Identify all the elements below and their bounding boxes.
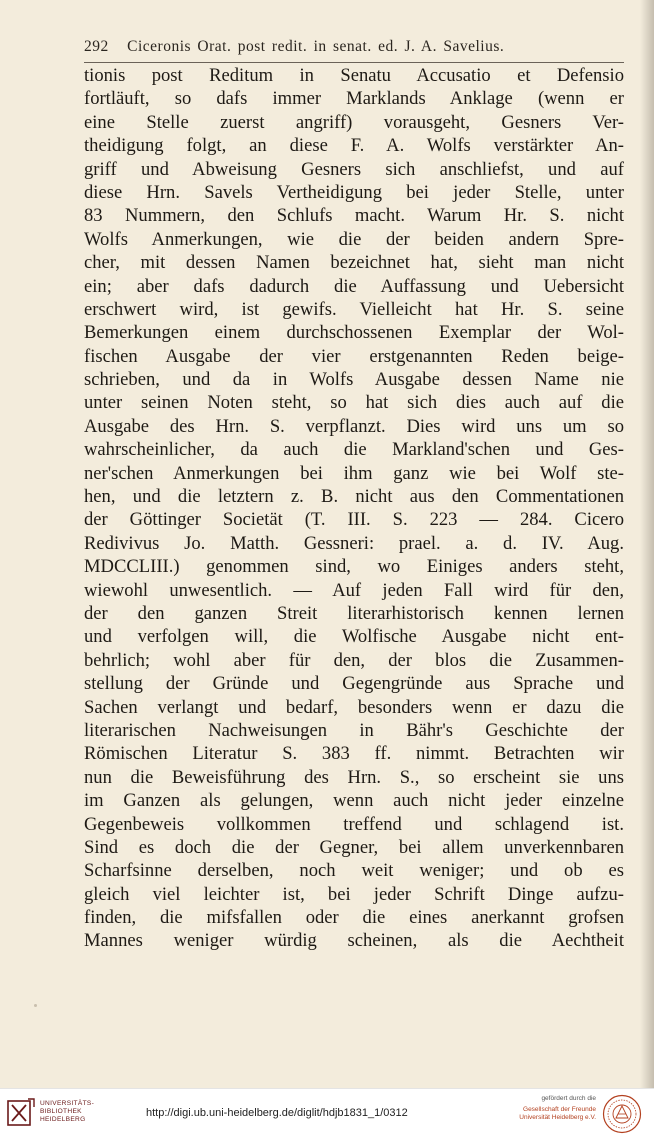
text-line: Sachen verlangt und bedarf, besonders wenn er dazu die	[84, 696, 624, 718]
text-line: im Ganzen als gelungen, wenn auch nicht jeder einzelne	[84, 790, 624, 812]
text-line: hen, und die letztern z. B. nicht aus den Commentationen	[84, 486, 624, 508]
library-name-line: UNIVERSITÄTS-	[40, 1100, 95, 1107]
text-line: Bemerkungen einem durchschossenen Exemplar der Wol-	[84, 322, 624, 344]
text-line: Ausgabe des Hrn. S. verpflanzt. Dies wird uns um so	[84, 415, 624, 437]
text-line: behrlich; wohl aber für den, der blos die Zusammen-	[84, 649, 624, 671]
text-line: stellung der Gründe und Gegengründe aus Sprache und	[84, 673, 624, 695]
running-head	[84, 38, 624, 56]
text-line: unter seinen Noten steht, so hat sich dies auch auf die	[84, 392, 624, 414]
society-seal-icon	[602, 1094, 642, 1134]
society-name-line: Universität Heidelberg e.V.	[519, 1114, 596, 1121]
text-line: der Göttinger Societät (T. III. S. 223 — 284. Cicero	[84, 509, 624, 531]
text-line: theidigung folgt, an diese F. A. Wolfs verstärkter An-	[84, 135, 624, 157]
text-line: Sind es doch die der Gegner, bei allem unverkennbaren	[84, 836, 624, 858]
text-line: literarischen Nachweisungen in Bähr's Geschichte der	[84, 719, 624, 741]
paper-speck	[34, 1004, 37, 1007]
text-line: Mannes weniger würdig scheinen, als die Aechtheit	[84, 930, 624, 952]
running-title: Ciceronis Orat. post redit. in senat. ed. J. A. Savelius.	[127, 38, 505, 55]
text-line: Römischen Literatur S. 383 ff. nimmt. Betrachten wir	[84, 743, 624, 765]
body-text	[84, 64, 624, 953]
library-logo-icon	[6, 1097, 36, 1129]
text-line: wiewohl unwesentlich. — Auf jeden Fall wird für den,	[84, 579, 624, 601]
text-line: MDCCLIII.) genommen sind, wo Einiges anders steht,	[84, 556, 624, 578]
viewer-footer	[0, 1088, 654, 1138]
text-line: nun die Beweisführung des Hrn. S., so erscheint sie uns	[84, 766, 624, 788]
text-line: erschwert wird, ist gewifs. Vielleicht hat Hr. S. seine	[84, 298, 624, 320]
text-line: Gegenbeweis vollkommen treffend und schlagend ist.	[84, 813, 624, 835]
text-line: 83 Nummern, den Schlufs macht. Warum Hr. S. nicht	[84, 205, 624, 227]
funding-label: gefördert durch die	[541, 1095, 596, 1102]
text-line: schrieben, und da in Wolfs Ausgabe dessen Name nie	[84, 369, 624, 391]
text-line: Scharfsinne derselben, noch weit weniger; und ob es	[84, 860, 624, 882]
library-name-line: BIBLIOTHEK	[40, 1108, 82, 1115]
text-line: ein; aber dafs dadurch die Auffassung und Uebersicht	[84, 275, 624, 297]
header-rule	[84, 62, 624, 63]
text-line: ner'schen Anmerkungen bei ihm ganz wie bei Wolf ste-	[84, 462, 624, 484]
text-line: Wolfs Anmerkungen, wie die der beiden andern Spre-	[84, 228, 624, 250]
text-line: wahrscheinlicher, da auch die Markland'schen und Ges-	[84, 439, 624, 461]
text-line: diese Hrn. Savels Vertheidigung bei jeder Stelle, unter	[84, 181, 624, 203]
page-number: 292	[84, 38, 109, 55]
text-line: finden, die mifsfallen oder die eines anerkannt grofsen	[84, 907, 624, 929]
text-line: tionis post Reditum in Senatu Accusatio et Defensio	[84, 65, 624, 86]
text-line: cher, mit dessen Namen bezeichnet hat, sieht man nicht	[84, 252, 624, 274]
text-line: fortläuft, so dafs immer Marklands Anklage (wenn er	[84, 88, 624, 110]
text-line: fischen Ausgabe der vier erstgenannten Reden beige-	[84, 345, 624, 367]
text-line: gleich viel leichter ist, bei jeder Schrift Dinge aufzu-	[84, 883, 624, 905]
text-line: der den ganzen Streit literarhistorisch kennen lernen	[84, 602, 624, 624]
text-line: eine Stelle zuerst angriff) vorausgeht, Gesners Ver-	[84, 111, 624, 133]
permalink-url[interactable]: http://digi.ub.uni-heidelberg.de/diglit/hdjb1831_1/0312	[146, 1107, 408, 1119]
funding-note	[486, 1095, 596, 1122]
text-line: griff und Abweisung Gesners sich anschliefst, und auf	[84, 158, 624, 180]
society-name-line: Gesellschaft der Freunde	[523, 1106, 596, 1113]
library-name-line: HEIDELBERG	[40, 1116, 86, 1123]
library-name	[40, 1100, 94, 1124]
text-line: und verfolgen will, die Wolfische Ausgabe nicht ent-	[84, 626, 624, 648]
text-line: Redivivus Jo. Matth. Gessneri: prael. a. d. IV. Aug.	[84, 532, 624, 554]
